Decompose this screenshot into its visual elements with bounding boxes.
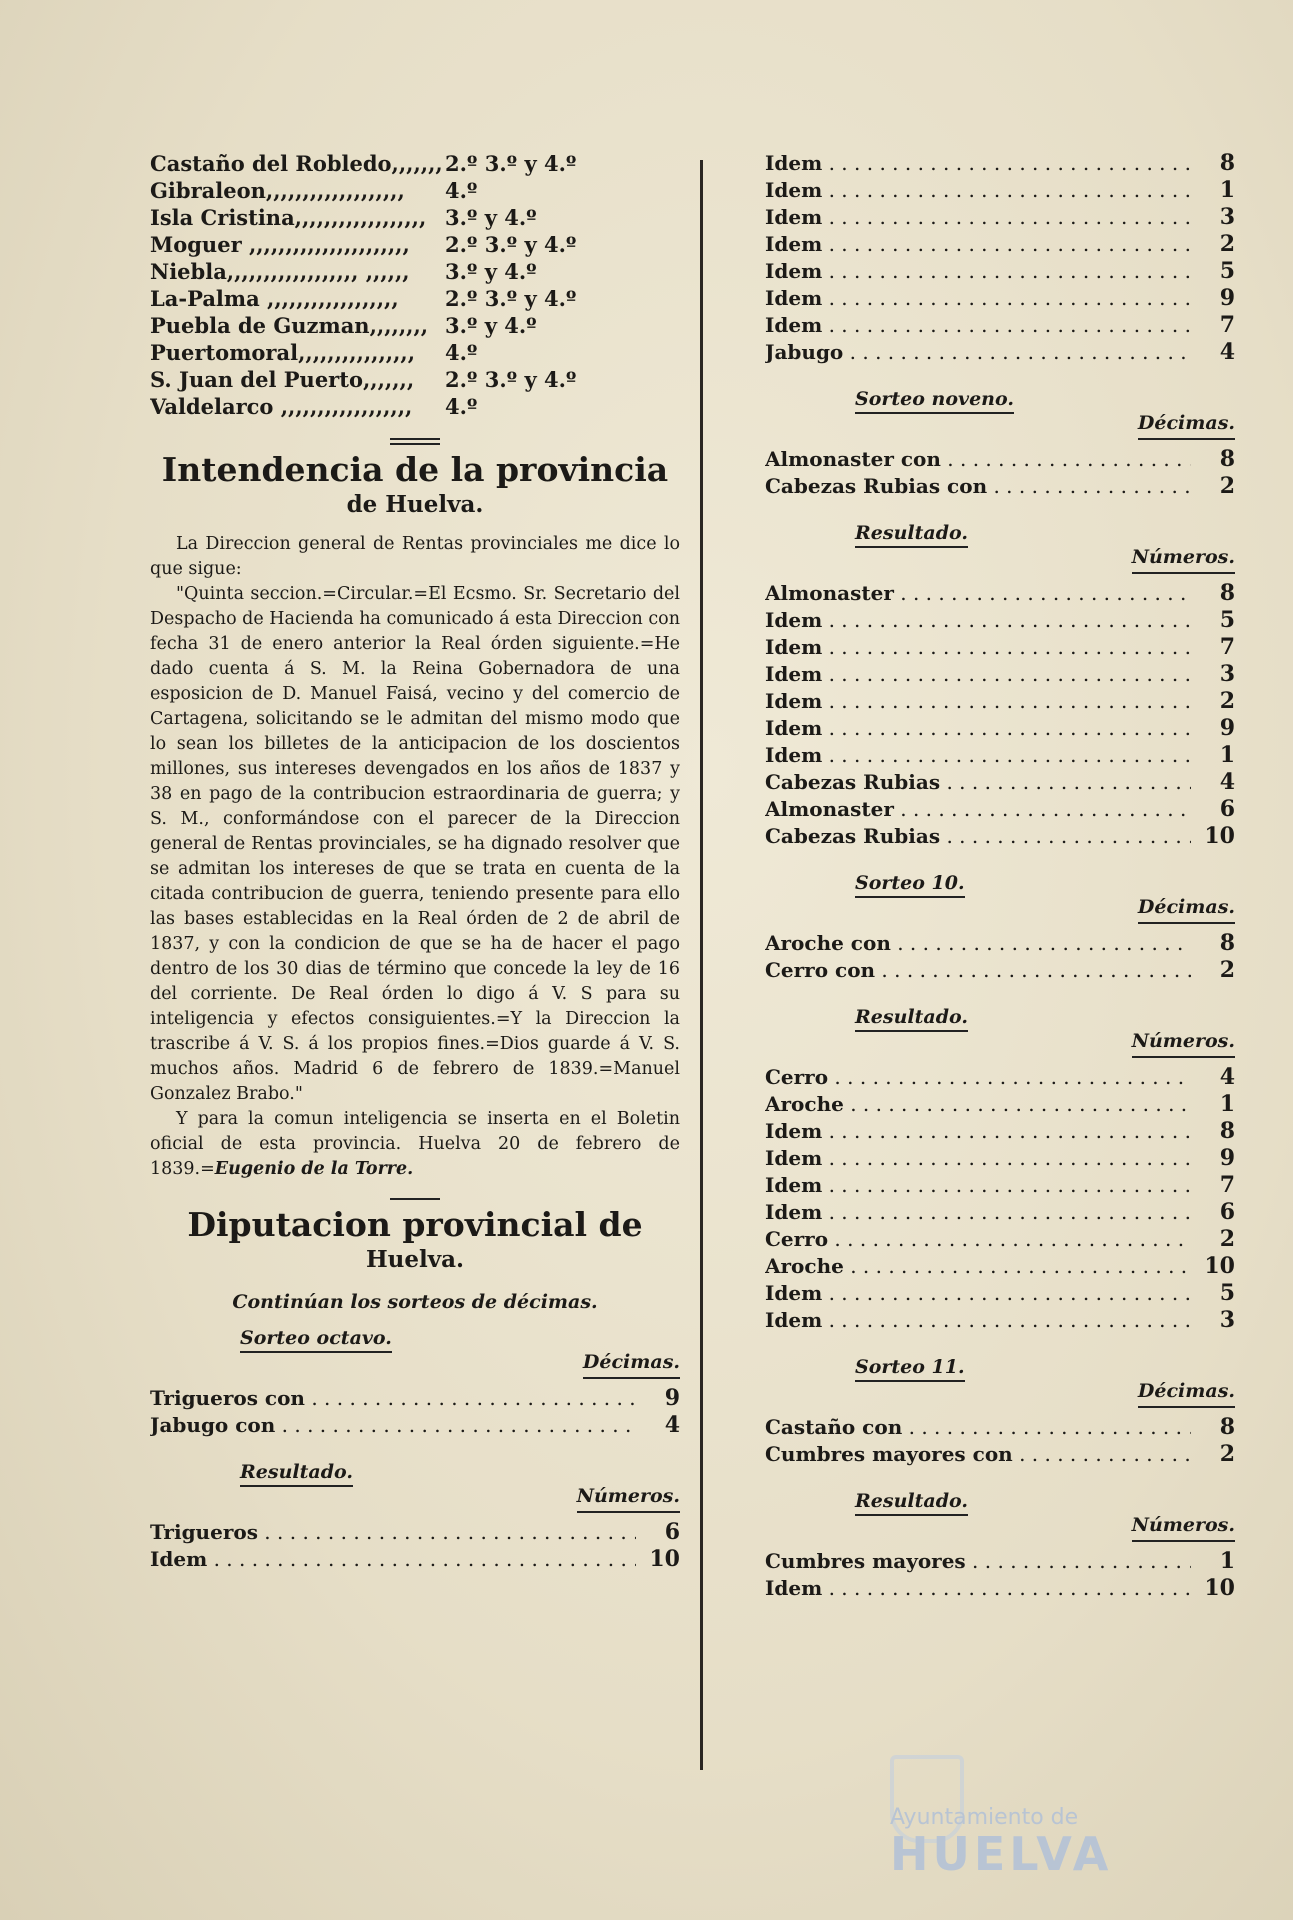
town-name: Gibraleon,,,,,,,,,,,,,,,,,,, [150,178,405,203]
entry-number: 1 [1219,177,1235,203]
list-item [765,285,1235,312]
sorteo-column-label: Números. [1132,1514,1235,1542]
sorteo-title: Resultado. [855,1006,968,1032]
town-row [150,366,680,393]
entry-label: Cerro con . . . [765,957,1191,984]
town-grades: 2.º 3.º y 4.º [445,151,577,176]
entry-label: Idem . . . [765,150,1191,177]
entry-number: 3 [1219,204,1235,230]
list-item [150,1385,680,1412]
entry-number: 3 [1219,661,1235,687]
towns-list [150,150,680,420]
sorteo-header [150,1461,680,1519]
town-name: Moguer ,,,,,,,,,,,,,,,,,,,,,, [150,232,410,257]
entry-label: Cerro . . . [765,1226,1191,1253]
entry-number: 7 [1219,312,1235,338]
entry-label: Idem . . . [765,312,1191,339]
list-item [765,580,1235,607]
entry-number: 8 [1219,150,1235,176]
entry-label: Idem . . . [765,688,1191,715]
entry-number: 5 [1219,1280,1235,1306]
entry-label: Almonaster con . . . [765,446,1191,473]
spacer [765,1468,1235,1490]
sorteo-header [765,1490,1235,1548]
list-item [765,823,1235,850]
town-grades: 4.º [445,394,478,419]
entry-number: 2 [1219,688,1235,714]
list-item [765,1064,1235,1091]
list-item [765,769,1235,796]
town-row [150,204,680,231]
entry-number: 7 [1219,1172,1235,1198]
list-item [765,607,1235,634]
sorteo-list [765,1064,1235,1334]
town-grades: 2.º 3.º y 4.º [445,232,577,257]
diputacion-intro: Continúan los sorteos de décimas. [232,1291,598,1313]
town-name: La-Palma ,,,,,,,,,,,,,,,,,, [150,286,399,311]
sorteo-title: Sorteo noveno. [855,388,1014,414]
list-item [765,1199,1235,1226]
entry-number: 4 [1219,769,1235,795]
entry-label: Almonaster . . . [765,580,1191,607]
sorteo-list [765,930,1235,984]
list-item [765,1172,1235,1199]
entry-label: Almonaster . . . [765,796,1191,823]
sorteo-title: Resultado. [240,1461,353,1487]
entry-label: Idem . . . [765,1280,1191,1307]
list-item [765,150,1235,177]
entry-number: 2 [1219,1441,1235,1467]
signature: Eugenio de la Torre. [214,1159,414,1179]
entry-number: 4 [664,1412,680,1438]
spacer [765,1334,1235,1356]
list-item [765,688,1235,715]
sorteo-title: Sorteo octavo. [240,1327,392,1353]
entry-number: 9 [1219,1145,1235,1171]
entry-label: Idem . . . [765,661,1191,688]
entry-number: 2 [1219,957,1235,983]
entry-number: 5 [1219,258,1235,284]
sorteo-header [765,872,1235,930]
list-item [150,1546,680,1573]
list-item [765,1575,1235,1602]
sorteo-list [765,1548,1235,1602]
list-item [765,1253,1235,1280]
list-item [765,742,1235,769]
town-name: Isla Cristina,,,,,,,,,,,,,,,,,, [150,205,427,230]
intendencia-subtitle: de Huelva. [346,491,484,518]
entry-label: Idem . . . [765,258,1191,285]
entry-number: 10 [1204,1253,1235,1279]
entry-label: Idem . . . [765,634,1191,661]
sorteo-8-resultado [150,1461,680,1595]
sorteo-11 [765,1356,1235,1490]
list-item [765,1118,1235,1145]
entry-number: 1 [1219,742,1235,768]
section-divider-2 [390,1198,440,1200]
sorteo-header [765,522,1235,580]
entry-label: Idem . . . [765,177,1191,204]
town-name: Puertomoral,,,,,,,,,,,,,,,, [150,340,416,365]
entry-number: 2 [1219,231,1235,257]
spacer [765,850,1235,872]
town-row [150,258,680,285]
sorteo-column-label: Décimas. [583,1351,680,1379]
town-name: Puebla de Guzman,,,,,,,, [150,313,429,338]
sorteo-column-label: Números. [577,1485,680,1513]
spacer [150,1439,680,1461]
entry-label: Idem . . . [765,1199,1191,1226]
list-item [765,930,1235,957]
entry-number: 8 [1219,930,1235,956]
list-item [765,1280,1235,1307]
list-item [765,634,1235,661]
entry-label: Castaño con . . . [765,1414,1191,1441]
list-item [765,661,1235,688]
entry-number: 9 [1219,285,1235,311]
entry-label: Trigueros . . . [150,1519,636,1546]
sorteo-list [765,446,1235,500]
right-column [765,150,1235,1624]
continued-results [765,150,1235,366]
intendencia-paragraph-3 [150,1107,680,1182]
list-item [765,1548,1235,1575]
entry-label: Cerro . . . [765,1064,1191,1091]
entry-number: 8 [1219,446,1235,472]
spacer [765,984,1235,1006]
town-grades: 3.º y 4.º [445,205,537,230]
town-row [150,393,680,420]
entry-number: 4 [1219,1064,1235,1090]
sorteo-header [150,1327,680,1385]
list-item [765,312,1235,339]
sorteo-column-label: Décimas. [1138,412,1235,440]
entry-label: Cumbres mayores con . . . [765,1441,1191,1468]
entry-label: Cabezas Rubias . . . [765,823,1191,850]
town-row [150,339,680,366]
entry-number: 1 [1219,1091,1235,1117]
town-grades: 3.º y 4.º [445,259,537,284]
entry-label: Cumbres mayores . . . [765,1548,1191,1575]
entry-label: Idem . . . [765,1172,1191,1199]
entry-label: Trigueros con . . . [150,1385,636,1412]
town-name: S. Juan del Puerto,,,,,,, [150,367,415,392]
entry-number: 7 [1219,634,1235,660]
section-divider [390,438,440,445]
entry-label: Idem . . . [765,285,1191,312]
sorteo-header [765,1356,1235,1414]
list-item [765,204,1235,231]
entry-label: Cabezas Rubias . . . [765,769,1191,796]
town-row [150,150,680,177]
list-item [765,1307,1235,1334]
town-row [150,312,680,339]
entry-number: 4 [1219,339,1235,365]
entry-number: 8 [1219,1118,1235,1144]
sorteo-column-label: Números. [1132,546,1235,574]
entry-number: 2 [1219,473,1235,499]
town-row [150,177,680,204]
watermark-line-1: Ayuntamiento de [890,1805,1079,1830]
list-item [765,796,1235,823]
watermark-line-2: HUELVA [890,1827,1113,1881]
entry-label: Idem . . . [150,1546,636,1573]
town-name: Castaño del Robledo,,,,,,, [150,151,443,176]
entry-number: 5 [1219,607,1235,633]
list-item [765,231,1235,258]
town-grades: 2.º 3.º y 4.º [445,367,577,392]
intendencia-title: Intendencia de la provincia [161,450,669,489]
spacer [150,1573,680,1595]
sorteo-title: Sorteo 11. [855,1356,965,1382]
list-item [150,1519,680,1546]
entry-number: 3 [1219,1307,1235,1333]
entry-label: Idem . . . [765,607,1191,634]
sorteo-list [150,1385,680,1439]
entry-number: 6 [1219,796,1235,822]
entry-number: 9 [1219,715,1235,741]
intendencia-paragraph-2: "Quinta seccion.=Circular.=El Ecsmo. Sr. Secretario del Despacho de Hacienda ha comunicado á esta Direccion con fecha 31 de enero anterior la Real órden siguiente.=He dado cuenta á S. M. la Reina Gobernadora de una esposicion de D. Manuel Faisá, vecino y del comercio de Cartagena, solicitando se le admitan del mismo modo que lo sean los billetes de la anticipacion de los doscientos millones, sus intereses devengados en los años de 1837 y 38 en pago de la contribucion estraordinaria de guerra; y S. M., conformándose con el parecer de la Direccion general de Rentas provinciales, se ha dignado resolver que se admitan los intereses de que se trata en cuenta de la citada contribucion de guerra, teniendo presente para ello las bases establecidas en la Real órden de 2 de abril de 1837, y con la condicion de que se ha de hacer el pago dentro de los 30 dias de término que concede la ley de 16 del corriente. De Real órden lo digo á V. S para su inteligencia y efectos consiguientes.=Y la Direccion la trascribe á V. S. á los propios fines.=Dios guarde á V. S. muchos años. Madrid 6 de febrero de 1839.=Manuel Gonzalez Brabo." [150,584,680,1104]
sorteo-title: Resultado. [855,522,968,548]
town-name: Niebla,,,,,,,,,,,,,,,,,, ,,,,,, [150,259,410,284]
sorteo-header [765,1006,1235,1064]
entry-label: Idem . . . [765,715,1191,742]
list-item [765,715,1235,742]
sorteo-list [150,1519,680,1573]
entry-label: Idem . . . [765,742,1191,769]
diputacion-title: Diputacion provincial de [187,1205,643,1244]
sorteo-column-label: Décimas. [1138,896,1235,924]
entry-label: Idem . . . [765,204,1191,231]
list-item [765,473,1235,500]
list-item [765,1414,1235,1441]
entry-label: Jabugo con . . . [150,1412,636,1439]
town-grades: 2.º 3.º y 4.º [445,286,577,311]
sorteo-list [765,1414,1235,1468]
entry-number: 6 [664,1519,680,1545]
sorteo-10 [765,872,1235,1006]
column-divider [700,160,703,1770]
entry-label: Aroche . . . [765,1253,1191,1280]
sorteo-8 [150,1327,680,1461]
list-item [765,1226,1235,1253]
sorteo-header [765,388,1235,446]
list-item [765,258,1235,285]
entry-number: 6 [1219,1199,1235,1225]
entry-label: Aroche con . . . [765,930,1191,957]
entry-number: 10 [1204,1575,1235,1601]
sorteo-title: Resultado. [855,1490,968,1516]
list-item [765,446,1235,473]
sorteo-10-resultado [765,1006,1235,1356]
spacer [765,500,1235,522]
list-item [765,957,1235,984]
watermark [890,1805,1113,1881]
entry-number: 9 [664,1385,680,1411]
spacer [765,1602,1235,1624]
list-item [150,1412,680,1439]
diputacion-subtitle: Huelva. [365,1246,465,1273]
entry-label: Cabezas Rubias con . . . [765,473,1191,500]
sorteo-9-resultado [765,522,1235,872]
entry-label: Idem . . . [765,1145,1191,1172]
list-item [765,339,1235,366]
entry-label: Idem . . . [765,1307,1191,1334]
list-item [765,1091,1235,1118]
list-item [765,177,1235,204]
sorteo-list [765,580,1235,850]
entry-number: 1 [1219,1548,1235,1574]
town-grades: 3.º y 4.º [445,313,537,338]
entry-label: Idem . . . [765,1575,1191,1602]
entry-number: 8 [1219,580,1235,606]
entry-label: Aroche . . . [765,1091,1191,1118]
entry-label: Idem . . . [765,1118,1191,1145]
list-item [765,1145,1235,1172]
town-grades: 4.º [445,340,478,365]
left-column [150,150,680,1595]
intendencia-paragraph-3-text: Y para la comun inteligencia se inserta en el Boletin oficial de esta provincia. Huelva 20 de febrero de 1839.= [150,1109,680,1179]
town-row [150,285,680,312]
sorteo-11-resultado [765,1490,1235,1624]
sorteo-column-label: Números. [1132,1030,1235,1058]
entry-number: 2 [1219,1226,1235,1252]
town-row [150,231,680,258]
list-item [765,1441,1235,1468]
sorteo-9 [765,388,1235,522]
sorteo-column-label: Décimas. [1138,1380,1235,1408]
sorteo-title: Sorteo 10. [855,872,965,898]
entry-label: Idem . . . [765,231,1191,258]
entry-number: 10 [1204,823,1235,849]
town-grades: 4.º [445,178,478,203]
town-name: Valdelarco ,,,,,,,,,,,,,,,,,, [150,394,413,419]
entry-number: 10 [649,1546,680,1572]
entry-number: 8 [1219,1414,1235,1440]
intendencia-paragraph-1: La Direccion general de Rentas provinciales me dice lo que sigue: [150,534,680,579]
entry-label: Jabugo . . . [765,339,1191,366]
